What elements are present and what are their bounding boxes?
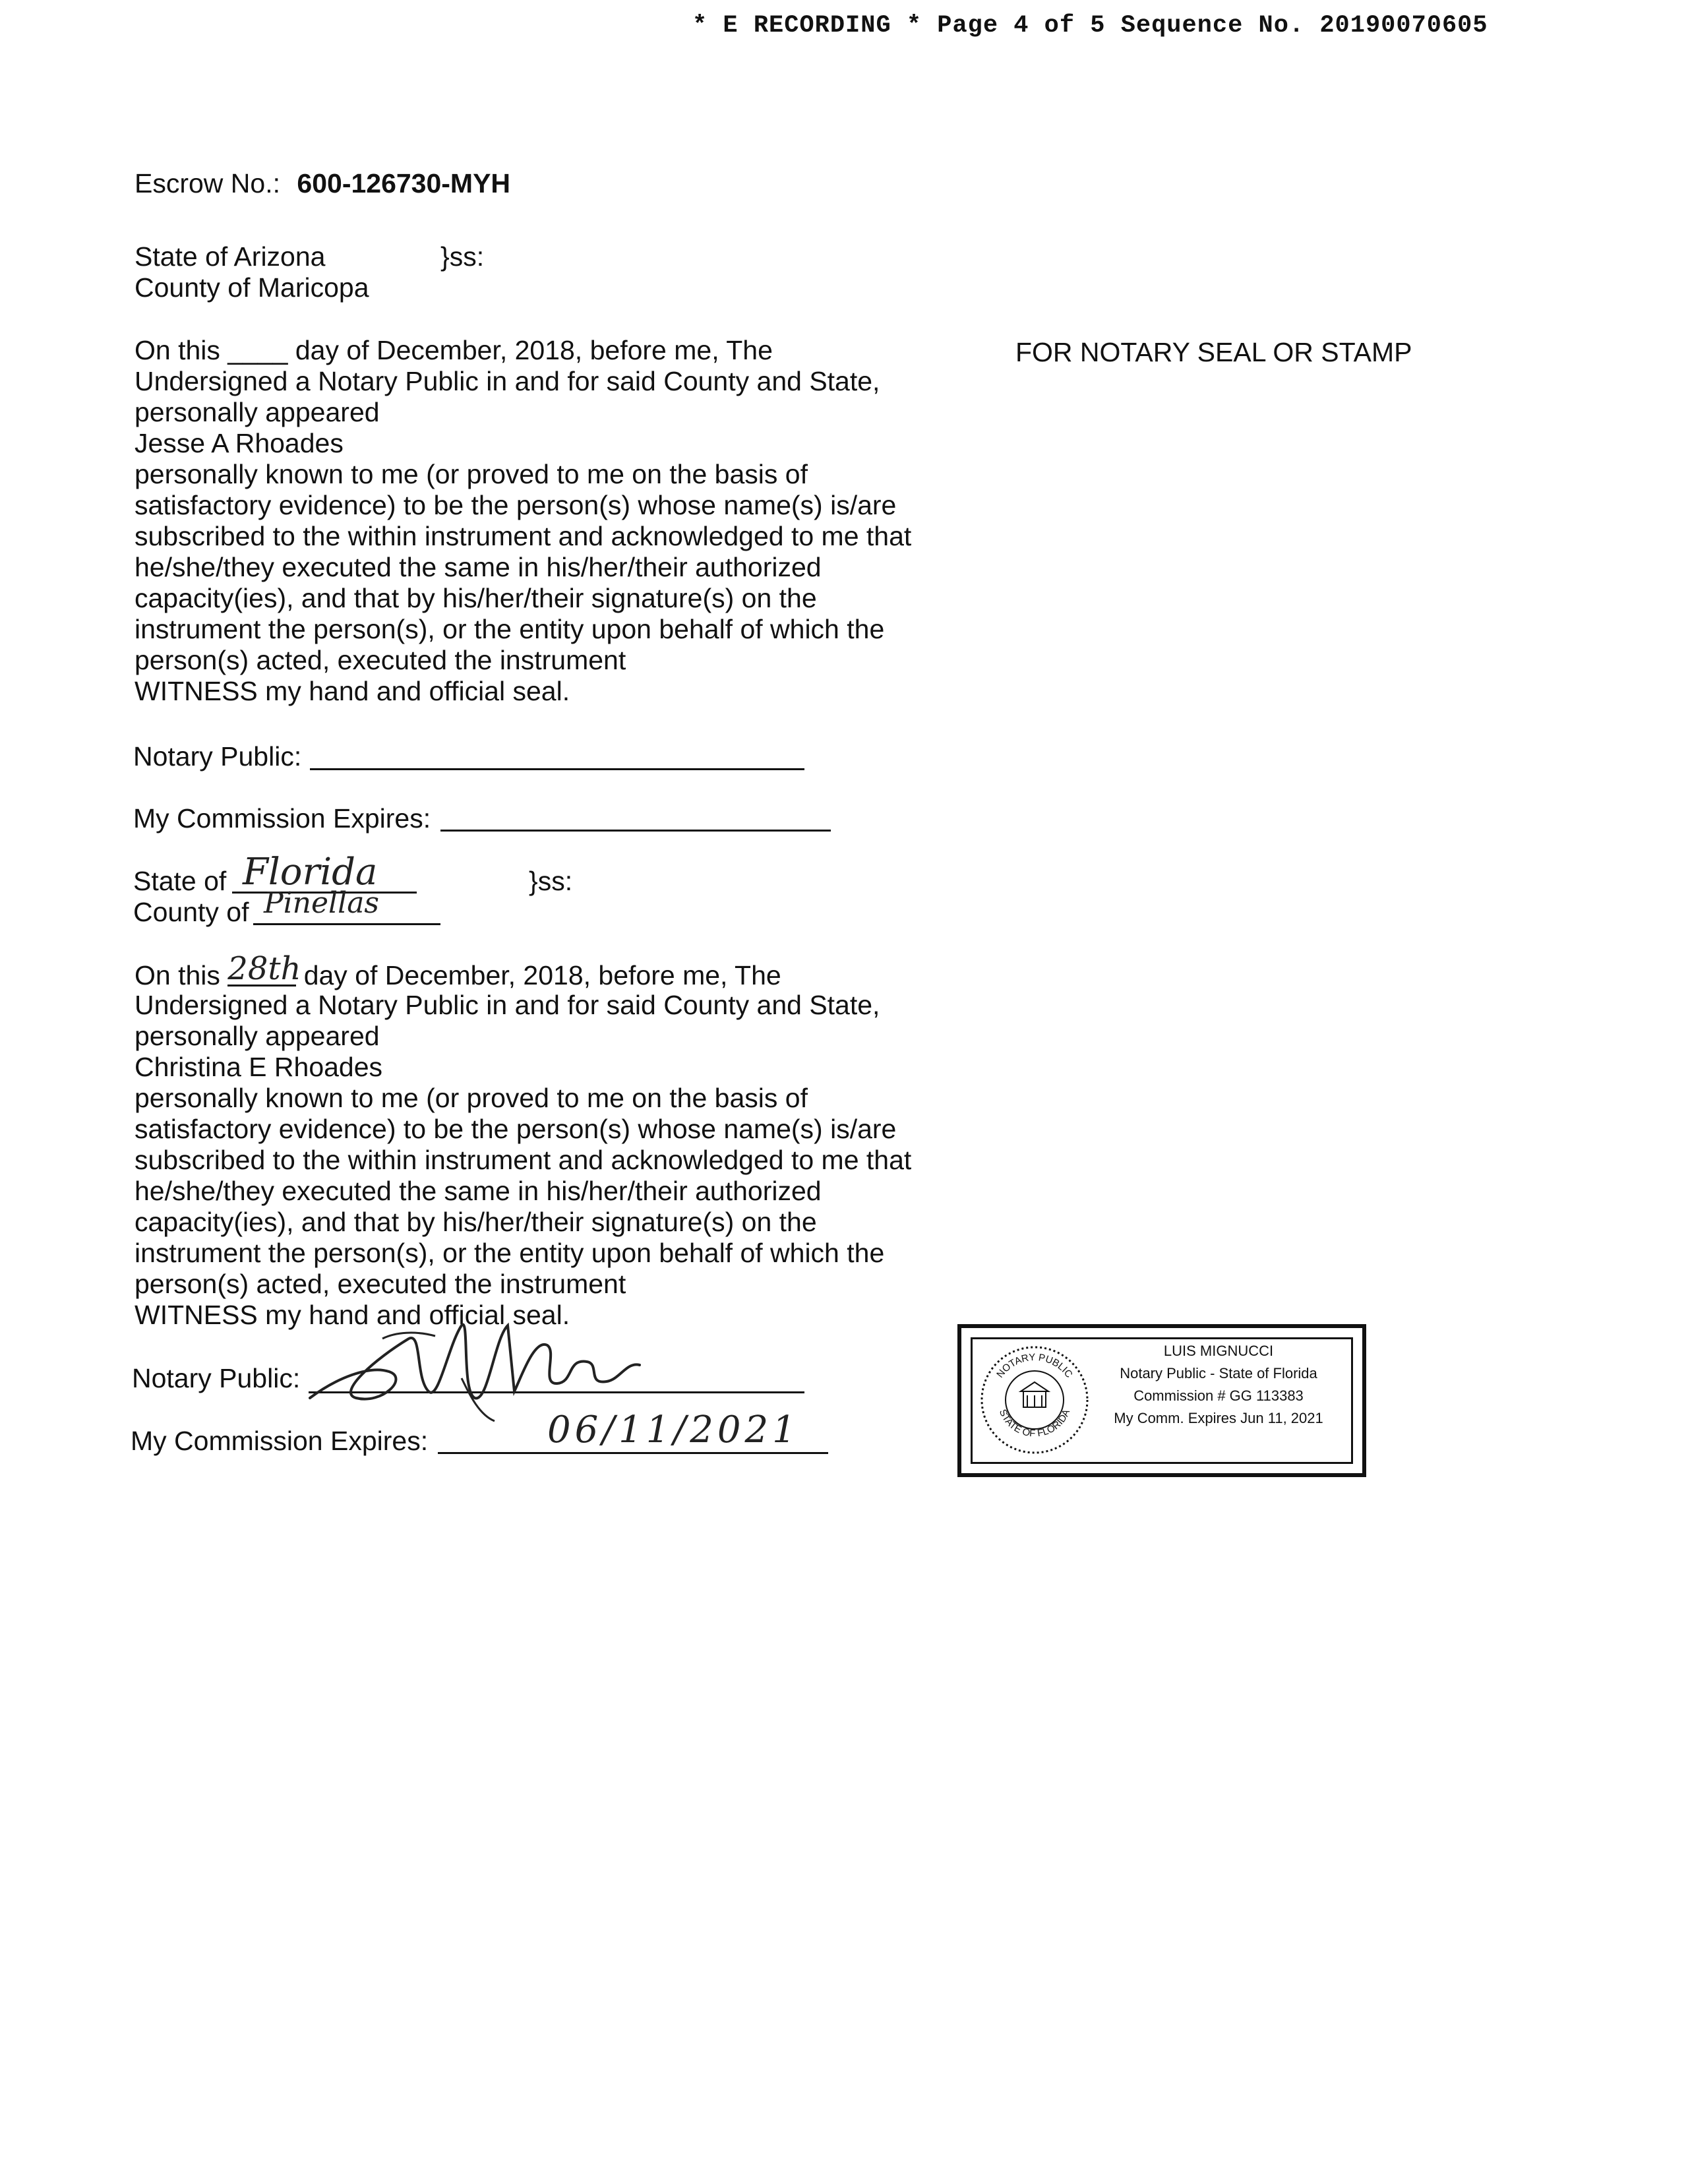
block2-notary-label: Notary Public: [132, 1363, 301, 1393]
notary-stamp [957, 1324, 1366, 1477]
block2-line: personally appeared [135, 1021, 380, 1051]
seal-placeholder-label: FOR NOTARY SEAL OR STAMP [1015, 337, 1412, 367]
block2-county-handwritten: Pinellas [264, 886, 380, 920]
block2-line: WITNESS my hand and official seal. [135, 1300, 570, 1330]
block1-county: County of Maricopa [135, 272, 369, 303]
block2-line: capacity(ies), and that by his/her/their signature(s) on the [135, 1207, 817, 1237]
block1-line: personally appeared [135, 397, 380, 427]
notary-title: Notary Public - State of Florida [1120, 1365, 1317, 1381]
escrow-line [135, 168, 510, 199]
recording-header: * E RECORDING * Page 4 of 5 Sequence No. 20190070605 [692, 12, 1488, 40]
block1-state: State of Arizona [135, 241, 326, 272]
block1-commission-label: My Commission Expires: [133, 803, 431, 834]
block1-line: subscribed to the within instrument and acknowledged to me that [135, 521, 912, 551]
block2-ss: }ss: [529, 866, 573, 896]
block2-commission-line [438, 1452, 828, 1454]
block2-line: Undersigned a Notary Public in and for said County and State, [135, 990, 880, 1020]
block1-line: On this ____ day of December, 2018, before me, The [135, 335, 773, 365]
block2-day-prefix: On this [135, 960, 220, 990]
block2-state-handwritten: Florida [243, 851, 378, 894]
block1-commission-line [440, 830, 831, 832]
block2-signer-name: Christina E Rhoades [135, 1052, 383, 1082]
block1-line: he/she/they executed the same in his/her/their authorized [135, 552, 822, 582]
block2-state-label: State of [133, 866, 227, 896]
block1-notary-signature-line [310, 768, 804, 770]
svg-text:STATE OF FLORIDA [997, 1408, 1072, 1440]
notary-seal-icon [979, 1344, 1091, 1456]
notary-stamp-text [1100, 1340, 1337, 1430]
seal-text-bottom: STATE OF FLORIDA [996, 1407, 1073, 1440]
block2-commission-label: My Commission Expires: [131, 1426, 429, 1456]
block2-line: subscribed to the within instrument and acknowledged to me that [135, 1145, 912, 1175]
escrow-label: Escrow No.: [135, 168, 280, 198]
notary-expiration: My Comm. Expires Jun 11, 2021 [1114, 1410, 1323, 1426]
block1-line: instrument the person(s), or the entity upon behalf of which the [135, 614, 885, 644]
block1-acknowledgment [135, 335, 911, 707]
block1-line: capacity(ies), and that by his/her/their signature(s) on the [135, 583, 817, 613]
block1-signer-name: Jesse A Rhoades [135, 428, 344, 458]
block2-line: instrument the person(s), or the entity upon behalf of which the [135, 1238, 885, 1268]
block2-acknowledgment [135, 990, 911, 1331]
block2-line: person(s) acted, executed the instrument [135, 1269, 626, 1299]
block1-notary-label: Notary Public: [133, 741, 302, 772]
escrow-number: 600-126730-MYH [297, 168, 511, 198]
notary-commission-number: Commission # GG 113383 [1133, 1387, 1304, 1404]
block2-line: he/she/they executed the same in his/her/their authorized [135, 1176, 822, 1206]
block1-line: satisfactory evidence) to be the person(s) whose name(s) is/are [135, 490, 897, 520]
block1-ss: }ss: [440, 241, 485, 272]
block2-county-label: County of [133, 897, 249, 927]
block2-commission-handwritten: 06/11/2021 [547, 1409, 800, 1451]
block1-line: WITNESS my hand and official seal. [135, 676, 570, 706]
block2-day-suffix: day of December, 2018, before me, The [303, 960, 781, 990]
block2-day-handwritten: 28th [227, 950, 301, 987]
block1-line: Undersigned a Notary Public in and for said County and State, [135, 366, 880, 396]
block1-line: personally known to me (or proved to me on the basis of [135, 459, 808, 489]
block2-line: satisfactory evidence) to be the person(s) whose name(s) is/are [135, 1114, 897, 1144]
seal-text-top: NOTARY PUBLIC [994, 1351, 1075, 1380]
block1-line: person(s) acted, executed the instrument [135, 645, 626, 675]
block2-county-line [253, 923, 440, 925]
block2-line: personally known to me (or proved to me on the basis of [135, 1083, 808, 1113]
block2-day-line [135, 950, 781, 992]
notary-name: LUIS MIGNUCCI [1163, 1343, 1274, 1359]
